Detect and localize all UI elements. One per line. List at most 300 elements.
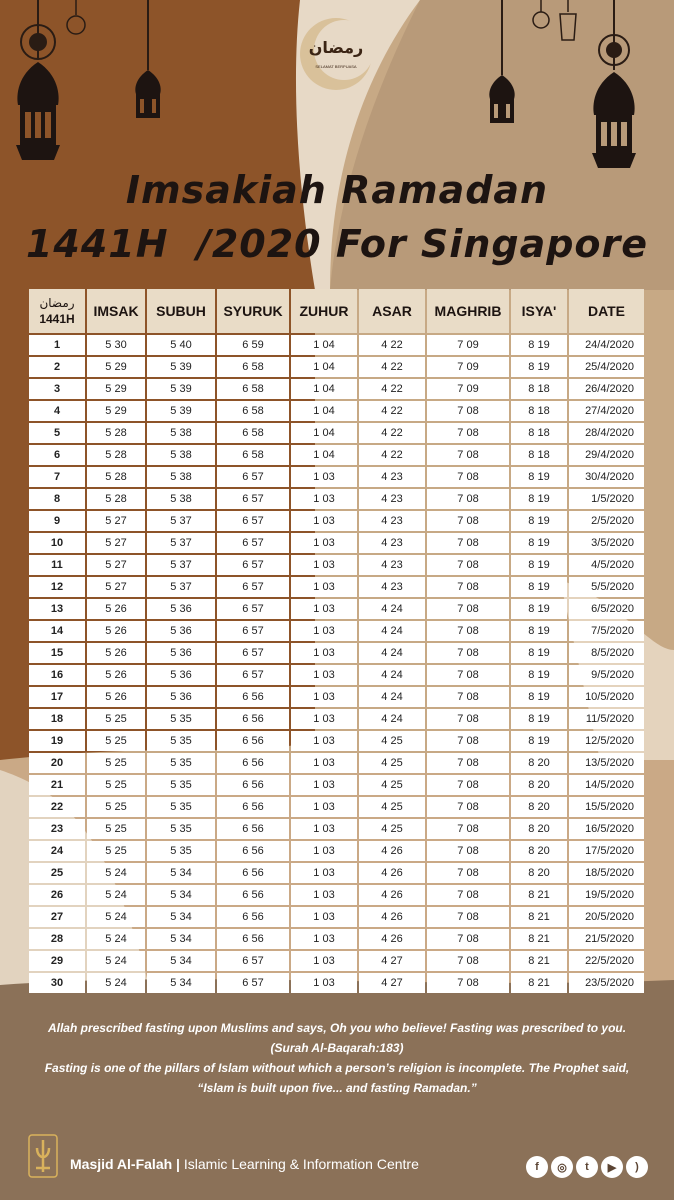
- page-title-line2: 1441H /2020 For Singapore: [25, 222, 649, 266]
- table-row: [29, 951, 644, 971]
- cell-isya: 8 21: [511, 951, 567, 971]
- cell-subuh: 5 38: [147, 467, 215, 487]
- cell-syuruk: 6 56: [217, 885, 289, 905]
- cell-day: 2: [29, 357, 85, 377]
- header-day-hijri: 1441H: [39, 312, 75, 326]
- cell-syuruk: 6 57: [217, 973, 289, 993]
- cell-day: 11: [29, 555, 85, 575]
- cell-maghrib: 7 08: [427, 423, 509, 443]
- cell-asar: 4 22: [359, 357, 425, 377]
- cell-imsak: 5 24: [87, 907, 145, 927]
- cell-isya: 8 18: [511, 401, 567, 421]
- cell-date: 9/5/2020: [569, 665, 644, 685]
- cell-imsak: 5 26: [87, 643, 145, 663]
- cell-subuh: 5 39: [147, 357, 215, 377]
- cell-isya: 8 19: [511, 643, 567, 663]
- table-row: [29, 819, 644, 839]
- cell-asar: 4 22: [359, 445, 425, 465]
- verse-block: [30, 1018, 644, 1098]
- cell-day: 29: [29, 951, 85, 971]
- cell-maghrib: 7 08: [427, 555, 509, 575]
- cell-maghrib: 7 08: [427, 445, 509, 465]
- cell-asar: 4 27: [359, 973, 425, 993]
- cell-maghrib: 7 08: [427, 621, 509, 641]
- cell-syuruk: 6 57: [217, 489, 289, 509]
- cell-zuhur: 1 03: [291, 511, 357, 531]
- cell-zuhur: 1 03: [291, 819, 357, 839]
- table-row: [29, 533, 644, 553]
- cell-imsak: 5 26: [87, 665, 145, 685]
- cell-zuhur: 1 03: [291, 731, 357, 751]
- prayer-timetable: [27, 287, 646, 995]
- cell-maghrib: 7 08: [427, 511, 509, 531]
- timetable-body: [29, 335, 644, 993]
- cell-asar: 4 26: [359, 885, 425, 905]
- cell-zuhur: 1 03: [291, 687, 357, 707]
- cell-date: 15/5/2020: [569, 797, 644, 817]
- cell-date: 8/5/2020: [569, 643, 644, 663]
- cell-maghrib: 7 08: [427, 643, 509, 663]
- cell-subuh: 5 39: [147, 401, 215, 421]
- cell-zuhur: 1 04: [291, 423, 357, 443]
- cell-day: 3: [29, 379, 85, 399]
- cell-day: 10: [29, 533, 85, 553]
- table-row: [29, 797, 644, 817]
- cell-zuhur: 1 04: [291, 445, 357, 465]
- cell-syuruk: 6 56: [217, 797, 289, 817]
- cell-imsak: 5 29: [87, 401, 145, 421]
- cell-date: 10/5/2020: [569, 687, 644, 707]
- cell-isya: 8 19: [511, 533, 567, 553]
- cell-date: 12/5/2020: [569, 731, 644, 751]
- cell-isya: 8 21: [511, 907, 567, 927]
- cell-day: 23: [29, 819, 85, 839]
- cell-zuhur: 1 03: [291, 709, 357, 729]
- cell-maghrib: 7 08: [427, 973, 509, 993]
- cell-subuh: 5 34: [147, 885, 215, 905]
- cell-subuh: 5 34: [147, 907, 215, 927]
- cell-isya: 8 20: [511, 753, 567, 773]
- cell-zuhur: 1 03: [291, 555, 357, 575]
- cell-zuhur: 1 03: [291, 951, 357, 971]
- cell-day: 12: [29, 577, 85, 597]
- cell-asar: 4 22: [359, 335, 425, 355]
- org-subtitle: Islamic Learning & Information Centre: [183, 1156, 419, 1172]
- cell-maghrib: 7 09: [427, 379, 509, 399]
- cell-isya: 8 21: [511, 973, 567, 993]
- cell-isya: 8 19: [511, 687, 567, 707]
- table-row: [29, 863, 644, 883]
- cell-isya: 8 19: [511, 335, 567, 355]
- table-row: [29, 335, 644, 355]
- table-row: [29, 467, 644, 487]
- cell-imsak: 5 26: [87, 621, 145, 641]
- cell-subuh: 5 38: [147, 423, 215, 443]
- cell-subuh: 5 37: [147, 533, 215, 553]
- cell-syuruk: 6 57: [217, 643, 289, 663]
- cell-syuruk: 6 58: [217, 445, 289, 465]
- cell-asar: 4 23: [359, 577, 425, 597]
- cell-isya: 8 21: [511, 929, 567, 949]
- cell-asar: 4 24: [359, 687, 425, 707]
- cell-asar: 4 26: [359, 863, 425, 883]
- cell-subuh: 5 38: [147, 445, 215, 465]
- cell-day: 27: [29, 907, 85, 927]
- cell-day: 9: [29, 511, 85, 531]
- table-row: [29, 511, 644, 531]
- cell-asar: 4 26: [359, 841, 425, 861]
- cell-isya: 8 19: [511, 555, 567, 575]
- cell-day: 14: [29, 621, 85, 641]
- cell-zuhur: 1 03: [291, 489, 357, 509]
- cell-imsak: 5 28: [87, 467, 145, 487]
- table-row: [29, 643, 644, 663]
- cell-syuruk: 6 56: [217, 687, 289, 707]
- cell-subuh: 5 34: [147, 929, 215, 949]
- cell-date: 11/5/2020: [569, 709, 644, 729]
- cell-zuhur: 1 03: [291, 841, 357, 861]
- cell-day: 8: [29, 489, 85, 509]
- table-row: [29, 687, 644, 707]
- table-row: [29, 555, 644, 575]
- cell-imsak: 5 24: [87, 973, 145, 993]
- cell-day: 4: [29, 401, 85, 421]
- facebook-icon[interactable]: f: [526, 1156, 548, 1178]
- cell-zuhur: 1 03: [291, 533, 357, 553]
- cell-maghrib: 7 08: [427, 687, 509, 707]
- cell-date: 16/5/2020: [569, 819, 644, 839]
- twitter-icon[interactable]: t: [576, 1156, 598, 1178]
- cell-maghrib: 7 08: [427, 401, 509, 421]
- table-row: [29, 665, 644, 685]
- cell-subuh: 5 36: [147, 643, 215, 663]
- cell-asar: 4 24: [359, 643, 425, 663]
- cell-syuruk: 6 56: [217, 929, 289, 949]
- cell-asar: 4 23: [359, 467, 425, 487]
- cell-zuhur: 1 04: [291, 335, 357, 355]
- cell-zuhur: 1 03: [291, 467, 357, 487]
- table-row: [29, 357, 644, 377]
- cell-maghrib: 7 08: [427, 533, 509, 553]
- cell-asar: 4 24: [359, 665, 425, 685]
- cell-date: 28/4/2020: [569, 423, 644, 443]
- cell-maghrib: 7 08: [427, 665, 509, 685]
- cell-day: 20: [29, 753, 85, 773]
- cell-asar: 4 25: [359, 731, 425, 751]
- org-name-block: [70, 1156, 419, 1172]
- table-row: [29, 489, 644, 509]
- cell-isya: 8 19: [511, 577, 567, 597]
- cell-isya: 8 21: [511, 885, 567, 905]
- cell-zuhur: 1 03: [291, 621, 357, 641]
- cell-imsak: 5 25: [87, 731, 145, 751]
- cell-syuruk: 6 57: [217, 951, 289, 971]
- cell-imsak: 5 25: [87, 841, 145, 861]
- cell-subuh: 5 35: [147, 841, 215, 861]
- cell-zuhur: 1 03: [291, 885, 357, 905]
- social-links: [526, 1156, 648, 1178]
- cell-imsak: 5 27: [87, 555, 145, 575]
- cell-zuhur: 1 03: [291, 775, 357, 795]
- cell-syuruk: 6 57: [217, 467, 289, 487]
- org-name: Masjid Al-Falah: [70, 1156, 173, 1172]
- cell-imsak: 5 25: [87, 753, 145, 773]
- cell-subuh: 5 35: [147, 797, 215, 817]
- cell-day: 24: [29, 841, 85, 861]
- cell-isya: 8 18: [511, 445, 567, 465]
- lantern-right-outline-icon: [526, 0, 586, 70]
- cell-maghrib: 7 08: [427, 863, 509, 883]
- cell-maghrib: 7 08: [427, 731, 509, 751]
- cell-isya: 8 20: [511, 775, 567, 795]
- cell-isya: 8 19: [511, 599, 567, 619]
- cell-day: 16: [29, 665, 85, 685]
- cell-date: 30/4/2020: [569, 467, 644, 487]
- cell-asar: 4 23: [359, 555, 425, 575]
- instagram-icon[interactable]: ◎: [551, 1156, 573, 1178]
- table-row: [29, 577, 644, 597]
- table-row: [29, 445, 644, 465]
- cell-subuh: 5 34: [147, 951, 215, 971]
- cell-day: 13: [29, 599, 85, 619]
- rss-icon[interactable]: ): [626, 1156, 648, 1178]
- cell-zuhur: 1 03: [291, 929, 357, 949]
- cell-imsak: 5 29: [87, 357, 145, 377]
- cell-imsak: 5 25: [87, 775, 145, 795]
- table-row: [29, 885, 644, 905]
- masjid-logo-icon: [28, 1134, 58, 1178]
- cell-syuruk: 6 56: [217, 775, 289, 795]
- cell-asar: 4 24: [359, 709, 425, 729]
- cell-syuruk: 6 57: [217, 577, 289, 597]
- footer: [28, 1130, 648, 1180]
- cell-date: 26/4/2020: [569, 379, 644, 399]
- cell-subuh: 5 36: [147, 599, 215, 619]
- cell-syuruk: 6 56: [217, 731, 289, 751]
- logo-text: رمضان: [308, 38, 364, 57]
- header-subuh: SUBUH: [147, 289, 215, 333]
- cell-maghrib: 7 08: [427, 885, 509, 905]
- cell-zuhur: 1 04: [291, 379, 357, 399]
- cell-date: 1/5/2020: [569, 489, 644, 509]
- cell-zuhur: 1 03: [291, 599, 357, 619]
- cell-day: 15: [29, 643, 85, 663]
- cell-imsak: 5 24: [87, 885, 145, 905]
- cell-isya: 8 19: [511, 511, 567, 531]
- cell-asar: 4 25: [359, 797, 425, 817]
- cell-asar: 4 23: [359, 511, 425, 531]
- cell-isya: 8 19: [511, 665, 567, 685]
- cell-date: 29/4/2020: [569, 445, 644, 465]
- cell-subuh: 5 36: [147, 665, 215, 685]
- lantern-left-small-icon: [128, 0, 168, 130]
- cell-syuruk: 6 58: [217, 401, 289, 421]
- cell-subuh: 5 38: [147, 489, 215, 509]
- cell-subuh: 5 37: [147, 555, 215, 575]
- cell-isya: 8 19: [511, 621, 567, 641]
- cell-day: 1: [29, 335, 85, 355]
- lantern-right-small-icon: [482, 0, 522, 130]
- table-row: [29, 929, 644, 949]
- cell-zuhur: 1 03: [291, 753, 357, 773]
- cell-syuruk: 6 57: [217, 511, 289, 531]
- cell-date: 7/5/2020: [569, 621, 644, 641]
- cell-day: 25: [29, 863, 85, 883]
- cell-asar: 4 25: [359, 753, 425, 773]
- header-day-arabic: رمضان: [39, 296, 75, 310]
- cell-subuh: 5 37: [147, 577, 215, 597]
- header-asar: ASAR: [359, 289, 425, 333]
- cell-asar: 4 25: [359, 819, 425, 839]
- table-header-row: [29, 289, 644, 333]
- cell-imsak: 5 28: [87, 445, 145, 465]
- cell-maghrib: 7 08: [427, 489, 509, 509]
- cell-imsak: 5 27: [87, 577, 145, 597]
- ramadan-logo: [296, 14, 376, 94]
- verse-reference: (Surah Al-Baqarah:183): [270, 1041, 404, 1055]
- cell-zuhur: 1 03: [291, 863, 357, 883]
- cell-syuruk: 6 56: [217, 863, 289, 883]
- cell-day: 28: [29, 929, 85, 949]
- cell-zuhur: 1 04: [291, 401, 357, 421]
- cell-subuh: 5 35: [147, 753, 215, 773]
- cell-isya: 8 20: [511, 819, 567, 839]
- org-separator: |: [172, 1156, 184, 1172]
- cell-subuh: 5 35: [147, 731, 215, 751]
- cell-imsak: 5 28: [87, 489, 145, 509]
- cell-subuh: 5 36: [147, 621, 215, 641]
- cell-isya: 8 18: [511, 379, 567, 399]
- verse-line3: Fasting is one of the pillars of Islam without which a person’s religion is incomplete. The Prophet said,: [44, 1061, 630, 1075]
- table-row: [29, 841, 644, 861]
- cell-maghrib: 7 09: [427, 335, 509, 355]
- cell-asar: 4 24: [359, 621, 425, 641]
- cell-day: 17: [29, 687, 85, 707]
- cell-zuhur: 1 03: [291, 907, 357, 927]
- cell-syuruk: 6 59: [217, 335, 289, 355]
- cell-maghrib: 7 08: [427, 467, 509, 487]
- cell-isya: 8 19: [511, 467, 567, 487]
- table-row: [29, 973, 644, 993]
- cell-date: 3/5/2020: [569, 533, 644, 553]
- header-syuruk: SYURUK: [217, 289, 289, 333]
- cell-maghrib: 7 08: [427, 841, 509, 861]
- cell-isya: 8 20: [511, 841, 567, 861]
- verse-line1: Allah prescribed fasting upon Muslims and says, Oh you who believe! Fasting was prescribed to you.: [47, 1021, 627, 1035]
- cell-maghrib: 7 08: [427, 599, 509, 619]
- youtube-icon[interactable]: ▶: [601, 1156, 623, 1178]
- cell-asar: 4 26: [359, 907, 425, 927]
- cell-subuh: 5 34: [147, 863, 215, 883]
- lantern-right-large-icon: [584, 0, 644, 175]
- cell-date: 22/5/2020: [569, 951, 644, 971]
- cell-imsak: 5 27: [87, 511, 145, 531]
- header-day: [29, 289, 85, 333]
- table-row: [29, 731, 644, 751]
- cell-subuh: 5 37: [147, 511, 215, 531]
- cell-date: 23/5/2020: [569, 973, 644, 993]
- logo-subtext: SELAMAT BERPUASA: [315, 64, 357, 69]
- cell-syuruk: 6 57: [217, 665, 289, 685]
- cell-maghrib: 7 08: [427, 951, 509, 971]
- cell-zuhur: 1 03: [291, 973, 357, 993]
- cell-date: 25/4/2020: [569, 357, 644, 377]
- cell-zuhur: 1 03: [291, 797, 357, 817]
- cell-day: 30: [29, 973, 85, 993]
- cell-asar: 4 24: [359, 599, 425, 619]
- cell-syuruk: 6 58: [217, 423, 289, 443]
- cell-day: 22: [29, 797, 85, 817]
- cell-subuh: 5 35: [147, 709, 215, 729]
- cell-imsak: 5 25: [87, 819, 145, 839]
- table-row: [29, 775, 644, 795]
- cell-imsak: 5 29: [87, 379, 145, 399]
- cell-syuruk: 6 56: [217, 709, 289, 729]
- cell-date: 27/4/2020: [569, 401, 644, 421]
- cell-subuh: 5 35: [147, 819, 215, 839]
- cell-imsak: 5 24: [87, 929, 145, 949]
- cell-subuh: 5 40: [147, 335, 215, 355]
- cell-isya: 8 18: [511, 423, 567, 443]
- header-maghrib: MAGHRIB: [427, 289, 509, 333]
- table-row: [29, 907, 644, 927]
- cell-day: 19: [29, 731, 85, 751]
- cell-date: 4/5/2020: [569, 555, 644, 575]
- cell-asar: 4 25: [359, 775, 425, 795]
- cell-day: 18: [29, 709, 85, 729]
- table-row: [29, 599, 644, 619]
- cell-date: 19/5/2020: [569, 885, 644, 905]
- page-title-line1: Imsakiah Ramadan: [125, 168, 549, 212]
- cell-maghrib: 7 08: [427, 907, 509, 927]
- cell-maghrib: 7 08: [427, 819, 509, 839]
- cell-syuruk: 6 57: [217, 621, 289, 641]
- cell-asar: 4 22: [359, 423, 425, 443]
- cell-date: 24/4/2020: [569, 335, 644, 355]
- cell-day: 26: [29, 885, 85, 905]
- cell-isya: 8 19: [511, 709, 567, 729]
- table-row: [29, 753, 644, 773]
- table-row: [29, 379, 644, 399]
- header-isya: ISYA': [511, 289, 567, 333]
- cell-date: 14/5/2020: [569, 775, 644, 795]
- cell-imsak: 5 25: [87, 797, 145, 817]
- table-row: [29, 401, 644, 421]
- header-imsak: IMSAK: [87, 289, 145, 333]
- cell-maghrib: 7 08: [427, 753, 509, 773]
- cell-imsak: 5 24: [87, 863, 145, 883]
- cell-imsak: 5 26: [87, 599, 145, 619]
- lantern-left-outline-icon: [56, 0, 96, 70]
- cell-imsak: 5 26: [87, 687, 145, 707]
- cell-syuruk: 6 57: [217, 599, 289, 619]
- cell-imsak: 5 27: [87, 533, 145, 553]
- cell-date: 13/5/2020: [569, 753, 644, 773]
- cell-maghrib: 7 09: [427, 357, 509, 377]
- cell-isya: 8 20: [511, 797, 567, 817]
- cell-date: 6/5/2020: [569, 599, 644, 619]
- cell-asar: 4 26: [359, 929, 425, 949]
- cell-subuh: 5 39: [147, 379, 215, 399]
- cell-zuhur: 1 03: [291, 643, 357, 663]
- cell-subuh: 5 34: [147, 973, 215, 993]
- cell-date: 5/5/2020: [569, 577, 644, 597]
- cell-asar: 4 27: [359, 951, 425, 971]
- cell-asar: 4 23: [359, 489, 425, 509]
- header-zuhur: ZUHUR: [291, 289, 357, 333]
- cell-date: 21/5/2020: [569, 929, 644, 949]
- cell-asar: 4 22: [359, 379, 425, 399]
